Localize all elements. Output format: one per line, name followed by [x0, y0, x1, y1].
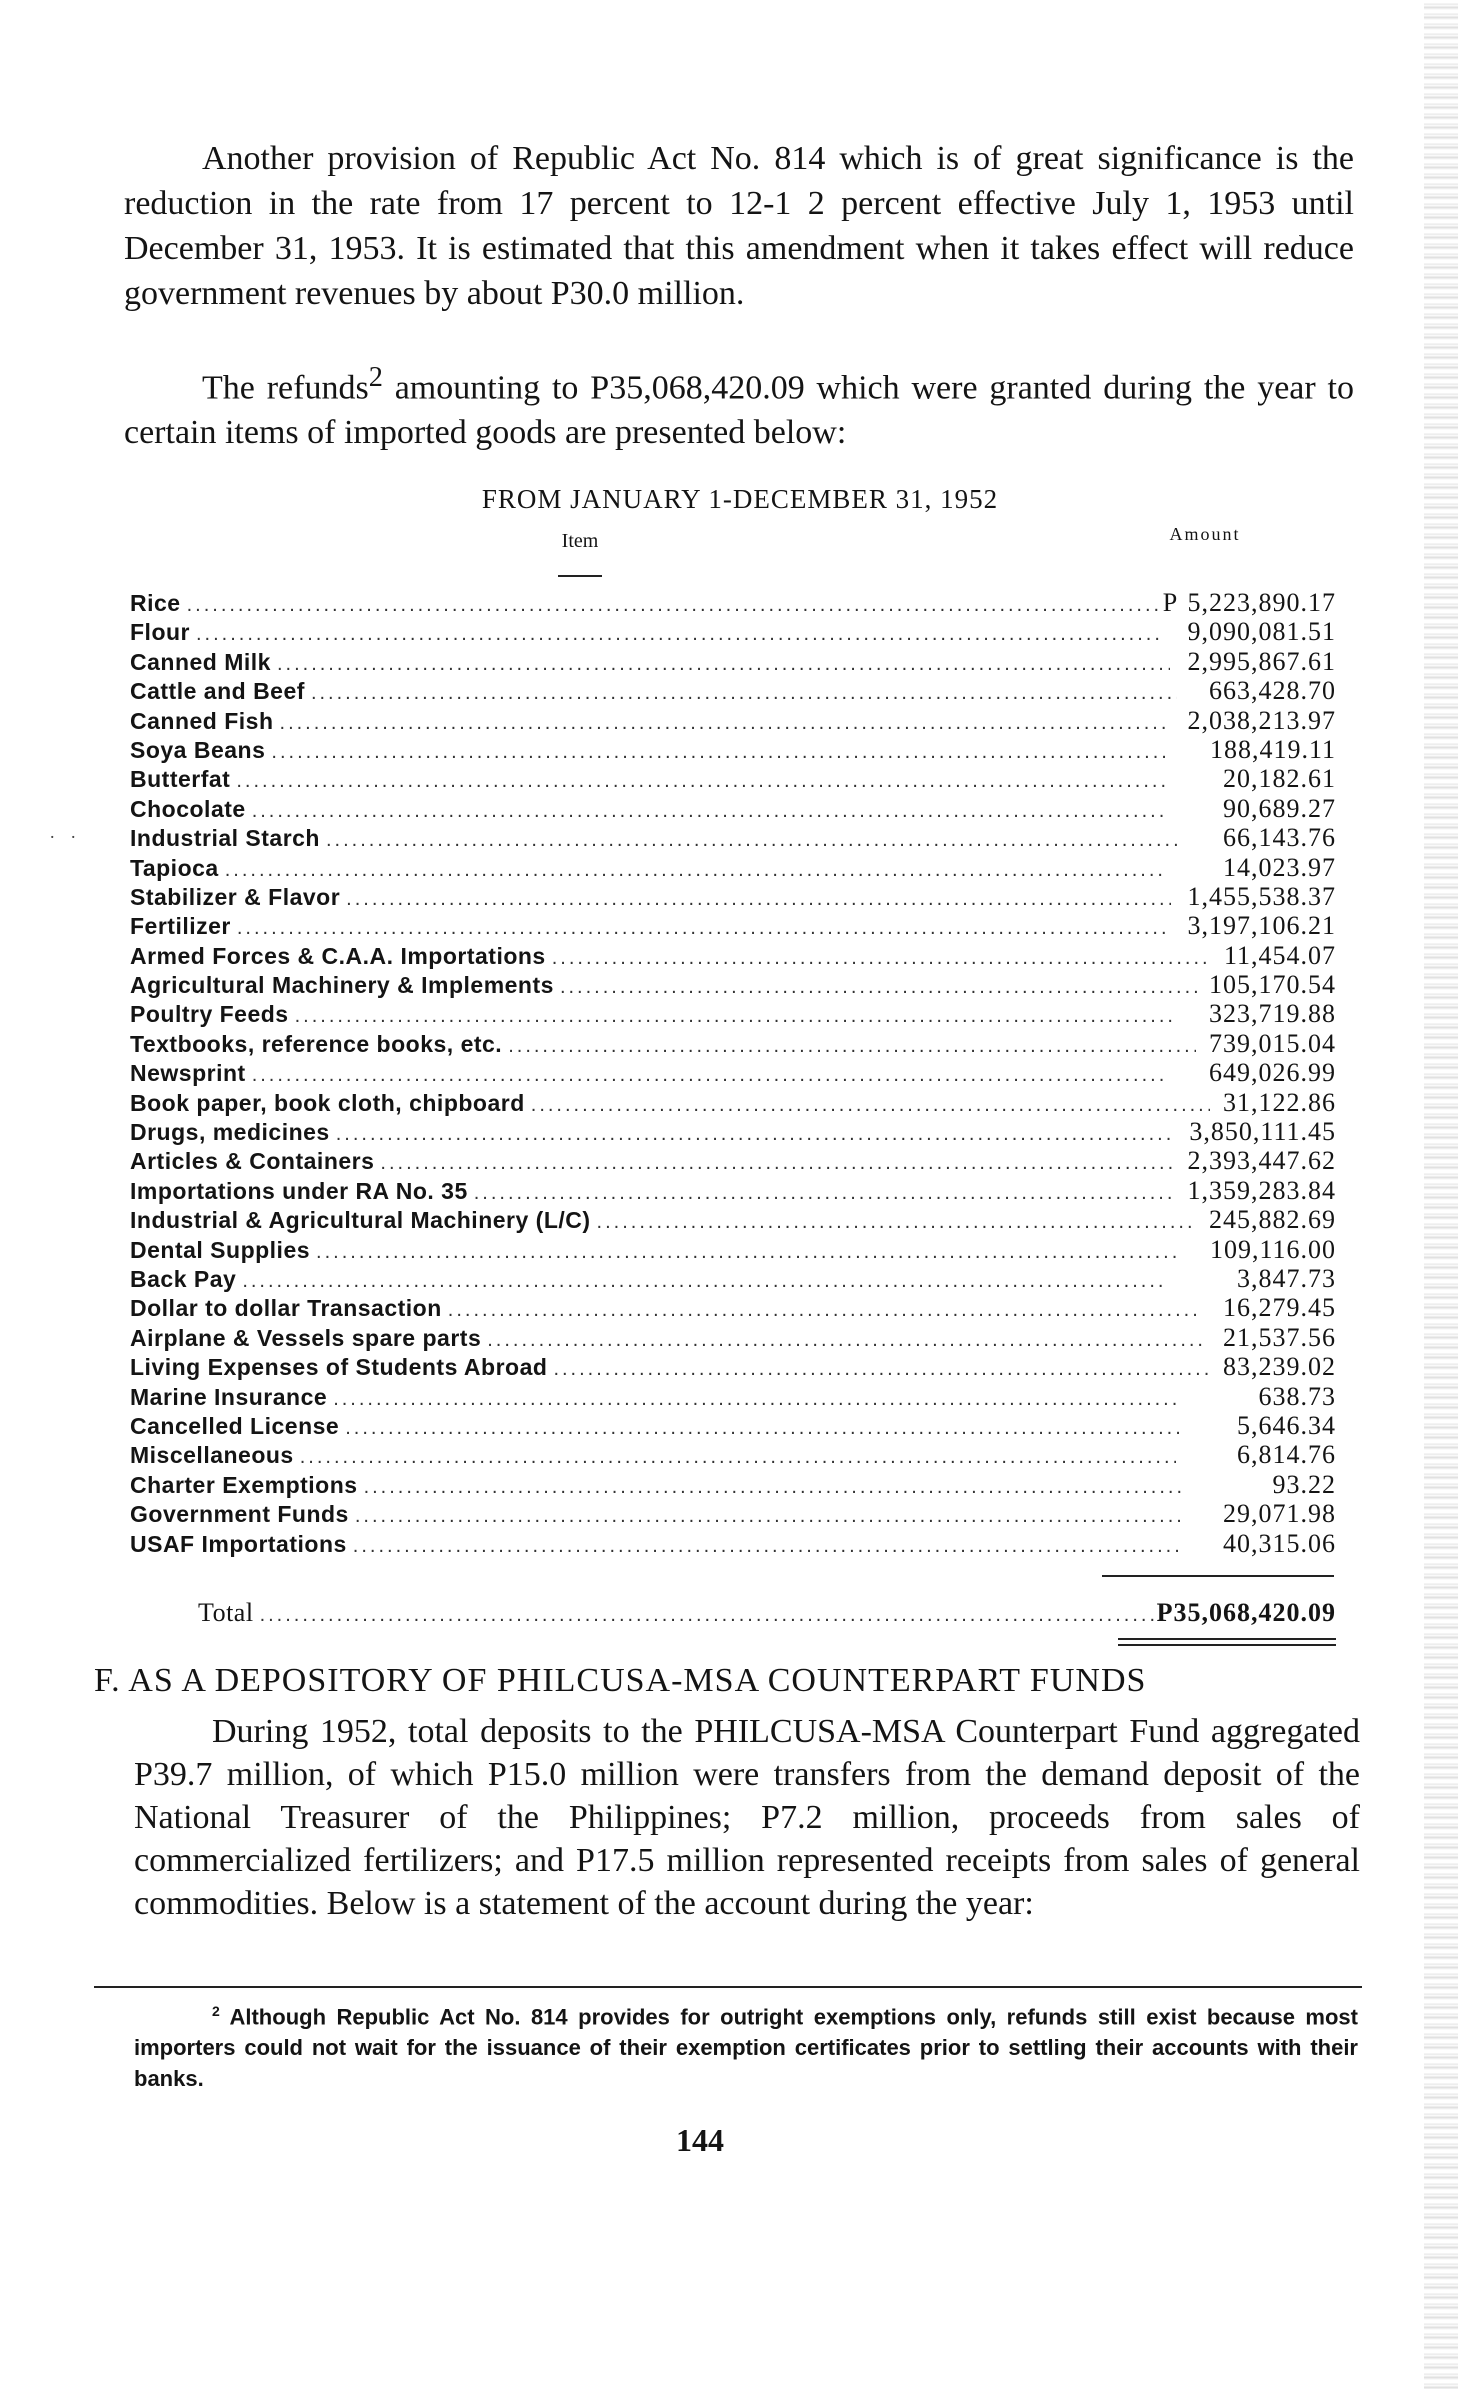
row-amount: 105,170.54 — [1209, 970, 1336, 1000]
leader-dots — [349, 1505, 1184, 1528]
row-item-label: Agricultural Machinery & Implements — [130, 972, 554, 999]
row-amount: 109,116.00 — [1209, 1234, 1336, 1264]
currency-symbol: P — [1162, 588, 1178, 617]
leader-dots — [502, 1035, 1195, 1058]
leader-dots — [347, 1535, 1184, 1558]
table-title: FROM JANUARY 1-DECEMBER 31, 1952 — [481, 484, 999, 514]
row-item-label: Cancelled License — [130, 1412, 340, 1439]
footnote-text: Although Republic Act No. 814 provides for outright exemptions only, refunds still exist because most importers could not wait for the issuance of their exemption certificates prior to settling their accounts with their banks. — [134, 2004, 1358, 2092]
row-amount: 5,646.34 — [1237, 1410, 1336, 1440]
row-amount: 663,428.70 — [1209, 676, 1336, 706]
row-amount: 188,419.11 — [1209, 734, 1336, 764]
column-header-underline — [558, 575, 602, 577]
row-item-label: Poultry Feeds — [130, 1001, 289, 1028]
leader-dots — [254, 1604, 1157, 1627]
leader-dots — [546, 947, 1211, 970]
table-row — [130, 970, 1340, 999]
row-amount: 83,239.02 — [1223, 1352, 1336, 1382]
footnote-rule — [94, 1986, 1362, 1988]
row-item-label: USAF Importations — [130, 1530, 347, 1557]
row-amount: 29,071.98 — [1223, 1499, 1336, 1529]
section-heading: F. AS A DEPOSITORY OF PHILCUSA-MSA COUNTERPART FUNDS — [94, 1662, 1147, 1699]
leader-dots — [265, 741, 1171, 764]
row-item-label: Canned Milk — [130, 648, 271, 675]
total-double-rule — [1118, 1638, 1336, 1646]
row-item-label: Soya Beans — [130, 736, 266, 763]
leader-dots — [219, 859, 1164, 882]
footnote — [134, 1996, 1358, 2094]
leader-dots — [591, 1211, 1198, 1234]
table-row — [130, 1411, 1340, 1440]
column-header-item: Item — [561, 530, 599, 552]
table-row — [130, 1382, 1340, 1411]
leader-dots — [246, 800, 1169, 823]
table-row — [130, 1029, 1340, 1058]
row-item-label: Canned Fish — [130, 707, 274, 734]
section-paragraph: During 1952, total deposits to the PHILCUSA-MSA Counterpart Fund aggregated P39.7 million, of which P15.0 million were transfers from the demand deposit of the National Treasurer of the Philippines; P7.2 million, proceeds from sales of commercialized fertilizers; and P17.5 million represented receipts from sales of general commodities. Below is a statement of the account during the year: — [134, 1713, 1360, 1922]
row-amount: 66,143.76 — [1223, 823, 1336, 853]
table-row — [130, 1293, 1340, 1322]
leader-dots — [289, 1005, 1175, 1028]
table-row — [130, 1146, 1340, 1175]
row-item-label: Government Funds — [130, 1501, 349, 1528]
row-item-label: Stabilizer & Flavor — [130, 883, 341, 910]
row-item-label: Miscellaneous — [130, 1442, 294, 1469]
row-amount: 6,814.76 — [1237, 1440, 1336, 1470]
table-row — [130, 764, 1340, 793]
scan-speck: . . — [50, 822, 82, 842]
leader-dots — [320, 829, 1180, 852]
row-item-label: Book paper, book cloth, chipboard — [130, 1089, 525, 1116]
leader-dots — [305, 682, 1178, 705]
row-amount: 40,315.06 — [1223, 1528, 1336, 1558]
row-amount: 3,850,111.45 — [1189, 1117, 1336, 1147]
leader-dots — [236, 1270, 1167, 1293]
table-row — [130, 617, 1340, 646]
column-header-amount: Amount — [1169, 524, 1241, 544]
table-row — [130, 794, 1340, 823]
table-row — [130, 823, 1340, 852]
row-amount: 9,090,081.51 — [1187, 617, 1336, 647]
table-row — [130, 1323, 1340, 1352]
row-item-label: Chocolate — [130, 795, 246, 822]
row-amount: 20,182.61 — [1223, 764, 1336, 794]
leader-dots — [442, 1299, 1199, 1322]
row-amount: 739,015.04 — [1209, 1028, 1336, 1058]
table-row — [130, 882, 1340, 911]
paragraph-2-text-after: amounting to P35,068,420.09 which were granted during the year to certain items of imported goods are presented below: — [124, 369, 1355, 452]
table-row — [130, 1529, 1340, 1558]
row-item-label: Industrial & Agricultural Machinery (L/C) — [130, 1207, 591, 1234]
row-amount: 11,454.07 — [1223, 940, 1336, 970]
row-amount: 31,122.86 — [1223, 1087, 1336, 1117]
table-row — [130, 911, 1340, 940]
table-row — [130, 647, 1340, 676]
row-item-label: Back Pay — [130, 1265, 237, 1292]
leader-dots — [525, 1094, 1210, 1117]
table-row — [130, 1205, 1340, 1234]
table-row — [130, 1117, 1340, 1146]
table-row — [130, 1440, 1340, 1469]
table-row — [130, 735, 1340, 764]
row-amount: 323,719.88 — [1208, 999, 1336, 1029]
total-row — [198, 1598, 1340, 1627]
leader-dots — [340, 888, 1171, 911]
leader-dots — [339, 1417, 1183, 1440]
leader-dots — [481, 1329, 1205, 1352]
row-item-label: Rice — [130, 590, 181, 616]
footnote-marker: 2 — [212, 2003, 220, 2019]
leader-dots — [181, 594, 1159, 617]
row-amount: 3,197,106.21 — [1187, 911, 1336, 941]
table-row — [130, 1352, 1340, 1381]
leader-dots — [246, 1064, 1169, 1087]
table-row — [130, 1264, 1340, 1293]
row-item-label: Dental Supplies — [130, 1236, 311, 1263]
row-item-label: Articles & Containers — [130, 1148, 375, 1175]
row-item-label: Cattle and Beef — [130, 678, 305, 705]
scanned-page-edge — [1424, 0, 1458, 2389]
leader-dots — [374, 1152, 1172, 1175]
leader-dots — [294, 1446, 1176, 1469]
table-row — [130, 1176, 1340, 1205]
leader-dots — [327, 1388, 1181, 1411]
table-row — [130, 588, 1340, 617]
leader-dots — [358, 1476, 1186, 1499]
refund-table-body — [130, 588, 1340, 1558]
leader-dots — [547, 1358, 1210, 1381]
leader-dots — [231, 917, 1166, 940]
row-amount: 1,359,283.84 — [1187, 1175, 1336, 1205]
row-amount: 21,537.56 — [1223, 1322, 1336, 1352]
table-row — [130, 706, 1340, 735]
row-item-label: Charter Exemptions — [130, 1471, 358, 1498]
row-item-label: Importations under RA No. 35 — [130, 1177, 468, 1204]
sum-rule — [1102, 1575, 1334, 1577]
leader-dots — [330, 1123, 1173, 1146]
leader-dots — [230, 770, 1166, 793]
row-item-label: Industrial Starch — [130, 825, 320, 852]
row-item-label: Marine Insurance — [130, 1383, 328, 1410]
table-row — [130, 1499, 1340, 1528]
row-item-label: Tapioca — [130, 854, 219, 881]
row-amount: 2,393,447.62 — [1187, 1146, 1336, 1176]
table-row — [130, 1470, 1340, 1499]
intro-paragraph-1: Another provision of Republic Act No. 814 which is of great significance is the reduction in the rate from 17 percent to 12-1 2 percent effective July 1, 1953 until December 31, 1953. It is estimated that this amendment when it takes effect will reduce government revenues by about P30.0 million. — [124, 140, 1354, 312]
total-amount: P35,068,420.09 — [1156, 1598, 1336, 1627]
row-item-label: Living Expenses of Students Abroad — [130, 1354, 548, 1381]
row-amount: 90,689.27 — [1223, 793, 1336, 823]
table-row — [130, 1058, 1340, 1087]
leader-dots — [554, 976, 1197, 999]
leader-dots — [271, 653, 1170, 676]
row-item-label: Dollar to dollar Transaction — [130, 1295, 442, 1322]
row-item-label: Armed Forces & C.A.A. Importations — [130, 942, 546, 969]
leader-dots — [274, 712, 1171, 735]
row-item-label: Airplane & Vessels spare parts — [130, 1324, 482, 1351]
row-amount: 2,038,213.97 — [1187, 705, 1336, 735]
table-row — [130, 1088, 1340, 1117]
table-row — [130, 676, 1340, 705]
row-amount: 638.73 — [1258, 1381, 1336, 1411]
row-amount: 3,847.73 — [1237, 1263, 1336, 1293]
row-amount: 16,279.45 — [1223, 1293, 1336, 1323]
table-row — [130, 1235, 1340, 1264]
row-amount: 649,026.99 — [1209, 1058, 1336, 1088]
row-amount: 245,882.69 — [1209, 1205, 1336, 1235]
paragraph-2-text-before: The refunds — [202, 369, 369, 407]
row-item-label: Flour — [130, 619, 190, 646]
footnote-reference: 2 — [368, 362, 383, 393]
row-amount: 1,455,538.37 — [1187, 881, 1336, 911]
leader-dots — [310, 1241, 1178, 1264]
row-amount: 5,223,890.17 — [1187, 588, 1336, 617]
row-amount: 2,995,867.61 — [1187, 646, 1336, 676]
row-item-label: Textbooks, reference books, etc. — [130, 1030, 503, 1057]
row-amount: 14,023.97 — [1223, 852, 1336, 882]
leader-dots — [468, 1182, 1174, 1205]
table-row — [130, 853, 1340, 882]
table-row — [130, 941, 1340, 970]
row-amount: 93.22 — [1272, 1469, 1337, 1499]
row-item-label: Butterfat — [130, 766, 231, 793]
page-number: 144 — [676, 2122, 724, 2158]
row-item-label: Newsprint — [130, 1060, 246, 1087]
row-item-label: Drugs, medicines — [130, 1119, 330, 1146]
total-label: Total — [198, 1598, 254, 1627]
table-row — [130, 999, 1340, 1028]
leader-dots — [190, 623, 1160, 646]
row-item-label: Fertilizer — [130, 913, 231, 940]
intro-paragraph-2 — [124, 355, 1354, 455]
